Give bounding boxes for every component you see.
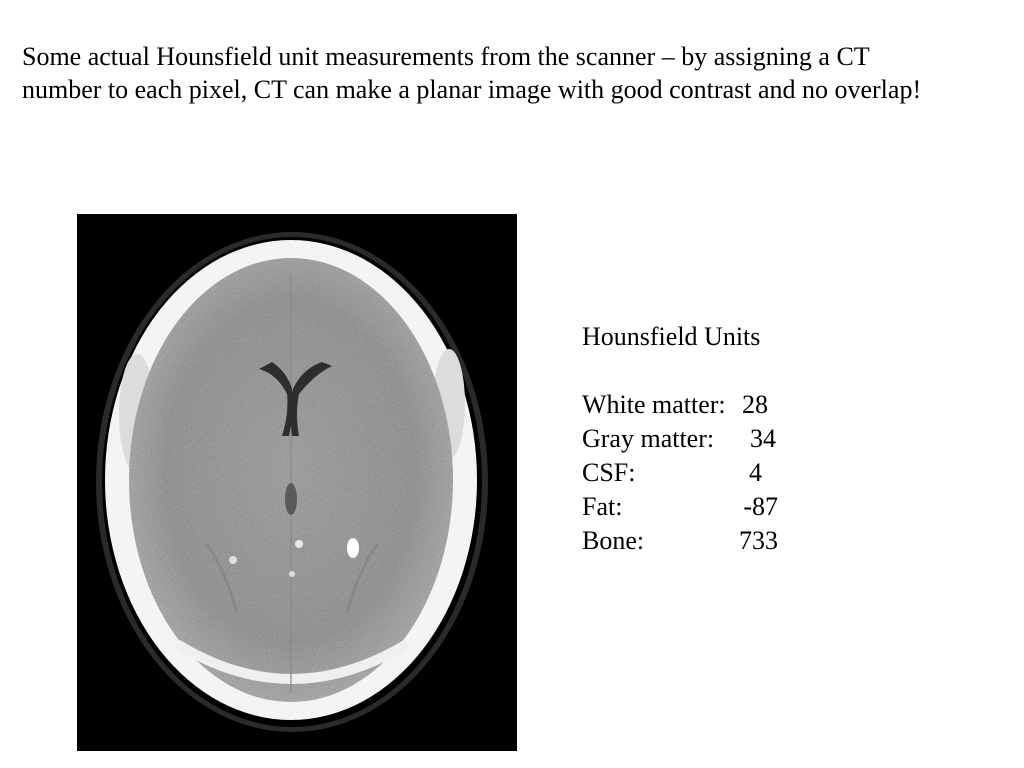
caption-text — [22, 40, 1012, 106]
caption-line-1: Some actual Hounsfield unit measurements from the scanner – by assigning a CT — [22, 42, 870, 71]
hu-value: 34 — [750, 424, 776, 453]
hu-value: 4 — [749, 458, 762, 487]
brain-ct-scan-icon — [77, 214, 517, 751]
hu-value: -87 — [743, 492, 778, 521]
hu-label: Gray matter: — [582, 424, 715, 453]
hu-row-gray-matter — [582, 422, 842, 456]
hounsfield-title: Hounsfield Units — [582, 322, 761, 351]
brain-ct-scan-image — [77, 214, 517, 751]
hu-row-white-matter — [582, 388, 842, 422]
hu-label: CSF: — [582, 458, 636, 487]
hounsfield-units-panel — [582, 320, 842, 558]
hu-label: Bone: — [582, 526, 645, 555]
hu-label: Fat: — [582, 492, 623, 521]
hu-label: White matter: — [582, 390, 726, 419]
hu-row-csf — [582, 456, 842, 490]
hu-row-fat — [582, 490, 842, 524]
hu-value: 28 — [742, 390, 768, 419]
hu-row-bone — [582, 524, 842, 558]
hu-value: 733 — [739, 526, 778, 555]
caption-line-2: number to each pixel, CT can make a planar image with good contrast and no overlap! — [22, 75, 922, 104]
